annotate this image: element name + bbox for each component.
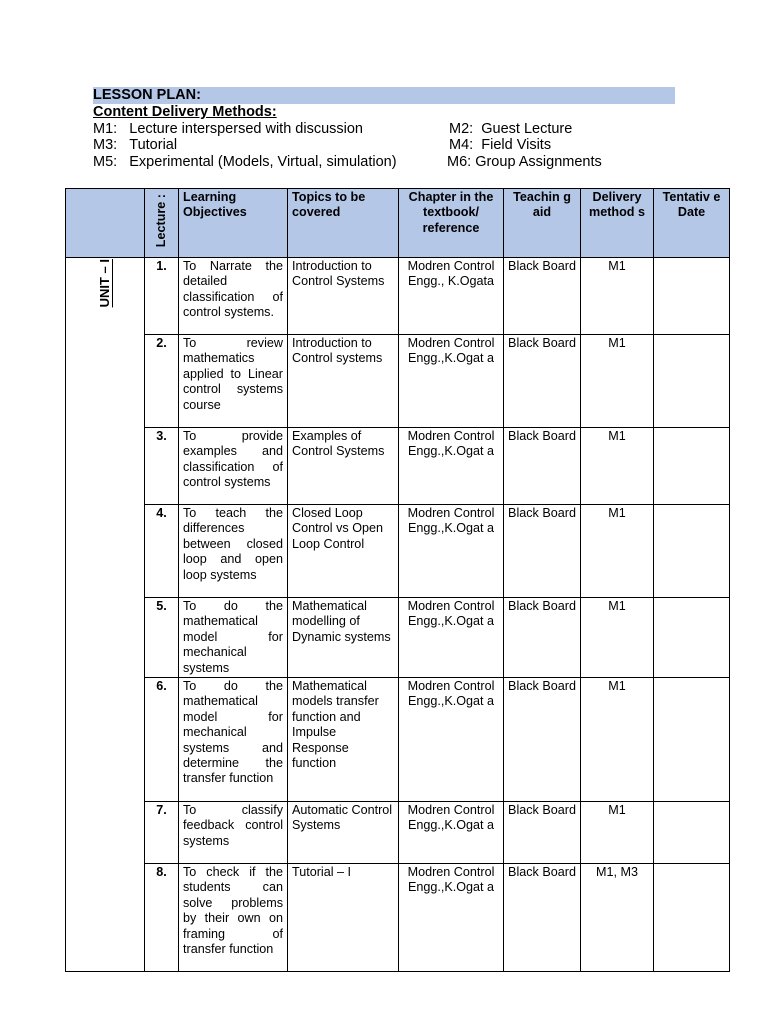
method-m3: M3: Tutorial xyxy=(93,137,178,153)
method-m6: M6: Group Assignments xyxy=(447,154,602,170)
chapter-reference: Modren Control Engg.,K.Ogat a xyxy=(399,335,504,428)
topic: Automatic Control Systems xyxy=(288,802,399,864)
chapter-reference: Modren Control Engg.,K.Ogat a xyxy=(399,505,504,598)
chapter-reference: Modren Control Engg.,K.Ogat a xyxy=(399,598,504,678)
teaching-aid: Black Board xyxy=(504,864,581,972)
topic: Closed Loop Control vs Open Loop Control xyxy=(288,505,399,598)
method-m1: M1: Lecture interspersed with discussion xyxy=(93,121,363,137)
chapter-reference: Modren Control Engg.,K.Ogat a xyxy=(399,864,504,972)
topic: Mathematical models transfer function and Impulse Response function xyxy=(288,678,399,802)
topic: Introduction to Control Systems xyxy=(288,258,399,335)
table-row xyxy=(66,258,730,335)
topic: Mathematical modelling of Dynamic systems xyxy=(288,598,399,678)
topics-header: Topics to be covered xyxy=(288,189,399,258)
lecture-number: 7. xyxy=(145,802,179,864)
teaching-aid: Black Board xyxy=(504,802,581,864)
learning-objective: To teach the differences between closed loop and open loop systems xyxy=(179,505,288,598)
table-row xyxy=(66,505,730,598)
delivery-method: M1 xyxy=(581,678,654,802)
chapter-reference: Modren Control Engg., K.Ogata xyxy=(399,258,504,335)
lecture-number: 8. xyxy=(145,864,179,972)
delivery-method: M1 xyxy=(581,802,654,864)
delivery-method-header: Delivery method s xyxy=(581,189,654,258)
teaching-aid: Black Board xyxy=(504,258,581,335)
teaching-aid: Black Board xyxy=(504,335,581,428)
learning-objective: To do the mathematical model for mechanical systems and determine the transfer function xyxy=(179,678,288,802)
chapter-reference: Modren Control Engg.,K.Ogat a xyxy=(399,678,504,802)
learning-objective: To review mathematics applied to Linear control systems course xyxy=(179,335,288,428)
table-row xyxy=(66,428,730,505)
topic: Examples of Control Systems xyxy=(288,428,399,505)
delivery-method: M1 xyxy=(581,598,654,678)
table-row xyxy=(66,864,730,972)
table-row xyxy=(66,598,730,678)
table-row xyxy=(66,802,730,864)
unit-cell xyxy=(66,258,145,972)
unit-label: UNIT – I xyxy=(97,259,113,308)
chapter-header: Chapter in the textbook/ reference xyxy=(399,189,504,258)
table-row xyxy=(66,678,730,802)
tentative-date xyxy=(654,802,730,864)
teaching-aid: Black Board xyxy=(504,428,581,505)
delivery-method: M1 xyxy=(581,258,654,335)
delivery-method: M1, M3 xyxy=(581,864,654,972)
method-m5: M5: Experimental (Models, Virtual, simulation) xyxy=(93,154,397,170)
tentative-date xyxy=(654,335,730,428)
unit-header-cell xyxy=(66,189,145,258)
content-delivery-heading: Content Delivery Methods: xyxy=(93,104,277,120)
lecture-number: 3. xyxy=(145,428,179,505)
delivery-method: M1 xyxy=(581,335,654,428)
teaching-aid: Black Board xyxy=(504,598,581,678)
teaching-aid: Black Board xyxy=(504,505,581,598)
learning-objective: To do the mathematical model for mechanical systems xyxy=(179,598,288,678)
lesson-plan-table xyxy=(65,188,730,972)
learning-objective: To check if the students can solve problems by their own on framing of transfer function xyxy=(179,864,288,972)
teaching-aid-header: Teachin g aid xyxy=(504,189,581,258)
topic: Introduction to Control systems xyxy=(288,335,399,428)
lecture-number: 5. xyxy=(145,598,179,678)
lecture-number: 1. xyxy=(145,258,179,335)
tentative-date xyxy=(654,258,730,335)
delivery-method: M1 xyxy=(581,428,654,505)
lecture-header: Lecture : xyxy=(145,189,179,258)
delivery-method: M1 xyxy=(581,505,654,598)
learning-objective: To Narrate the detailed classification of control systems. xyxy=(179,258,288,335)
topic: Tutorial – I xyxy=(288,864,399,972)
lecture-number: 4. xyxy=(145,505,179,598)
tentative-date xyxy=(654,864,730,972)
learning-objective: To provide examples and classification of control systems xyxy=(179,428,288,505)
table-row xyxy=(66,335,730,428)
lecture-number: 2. xyxy=(145,335,179,428)
tentative-date xyxy=(654,505,730,598)
tentative-date xyxy=(654,678,730,802)
learning-objective: To classify feedback control systems xyxy=(179,802,288,864)
chapter-reference: Modren Control Engg.,K.Ogat a xyxy=(399,802,504,864)
lesson-plan-title: LESSON PLAN: xyxy=(93,87,201,103)
lecture-number: 6. xyxy=(145,678,179,802)
tentative-date xyxy=(654,428,730,505)
method-m4: M4: Field Visits xyxy=(449,137,552,153)
tentative-date xyxy=(654,598,730,678)
teaching-aid: Black Board xyxy=(504,678,581,802)
tentative-date-header: Tentativ e Date xyxy=(654,189,730,258)
table-header-row xyxy=(66,189,730,258)
objectives-header: Learning Objectives xyxy=(179,189,288,258)
chapter-reference: Modren Control Engg.,K.Ogat a xyxy=(399,428,504,505)
method-m2: M2: Guest Lecture xyxy=(449,121,573,137)
